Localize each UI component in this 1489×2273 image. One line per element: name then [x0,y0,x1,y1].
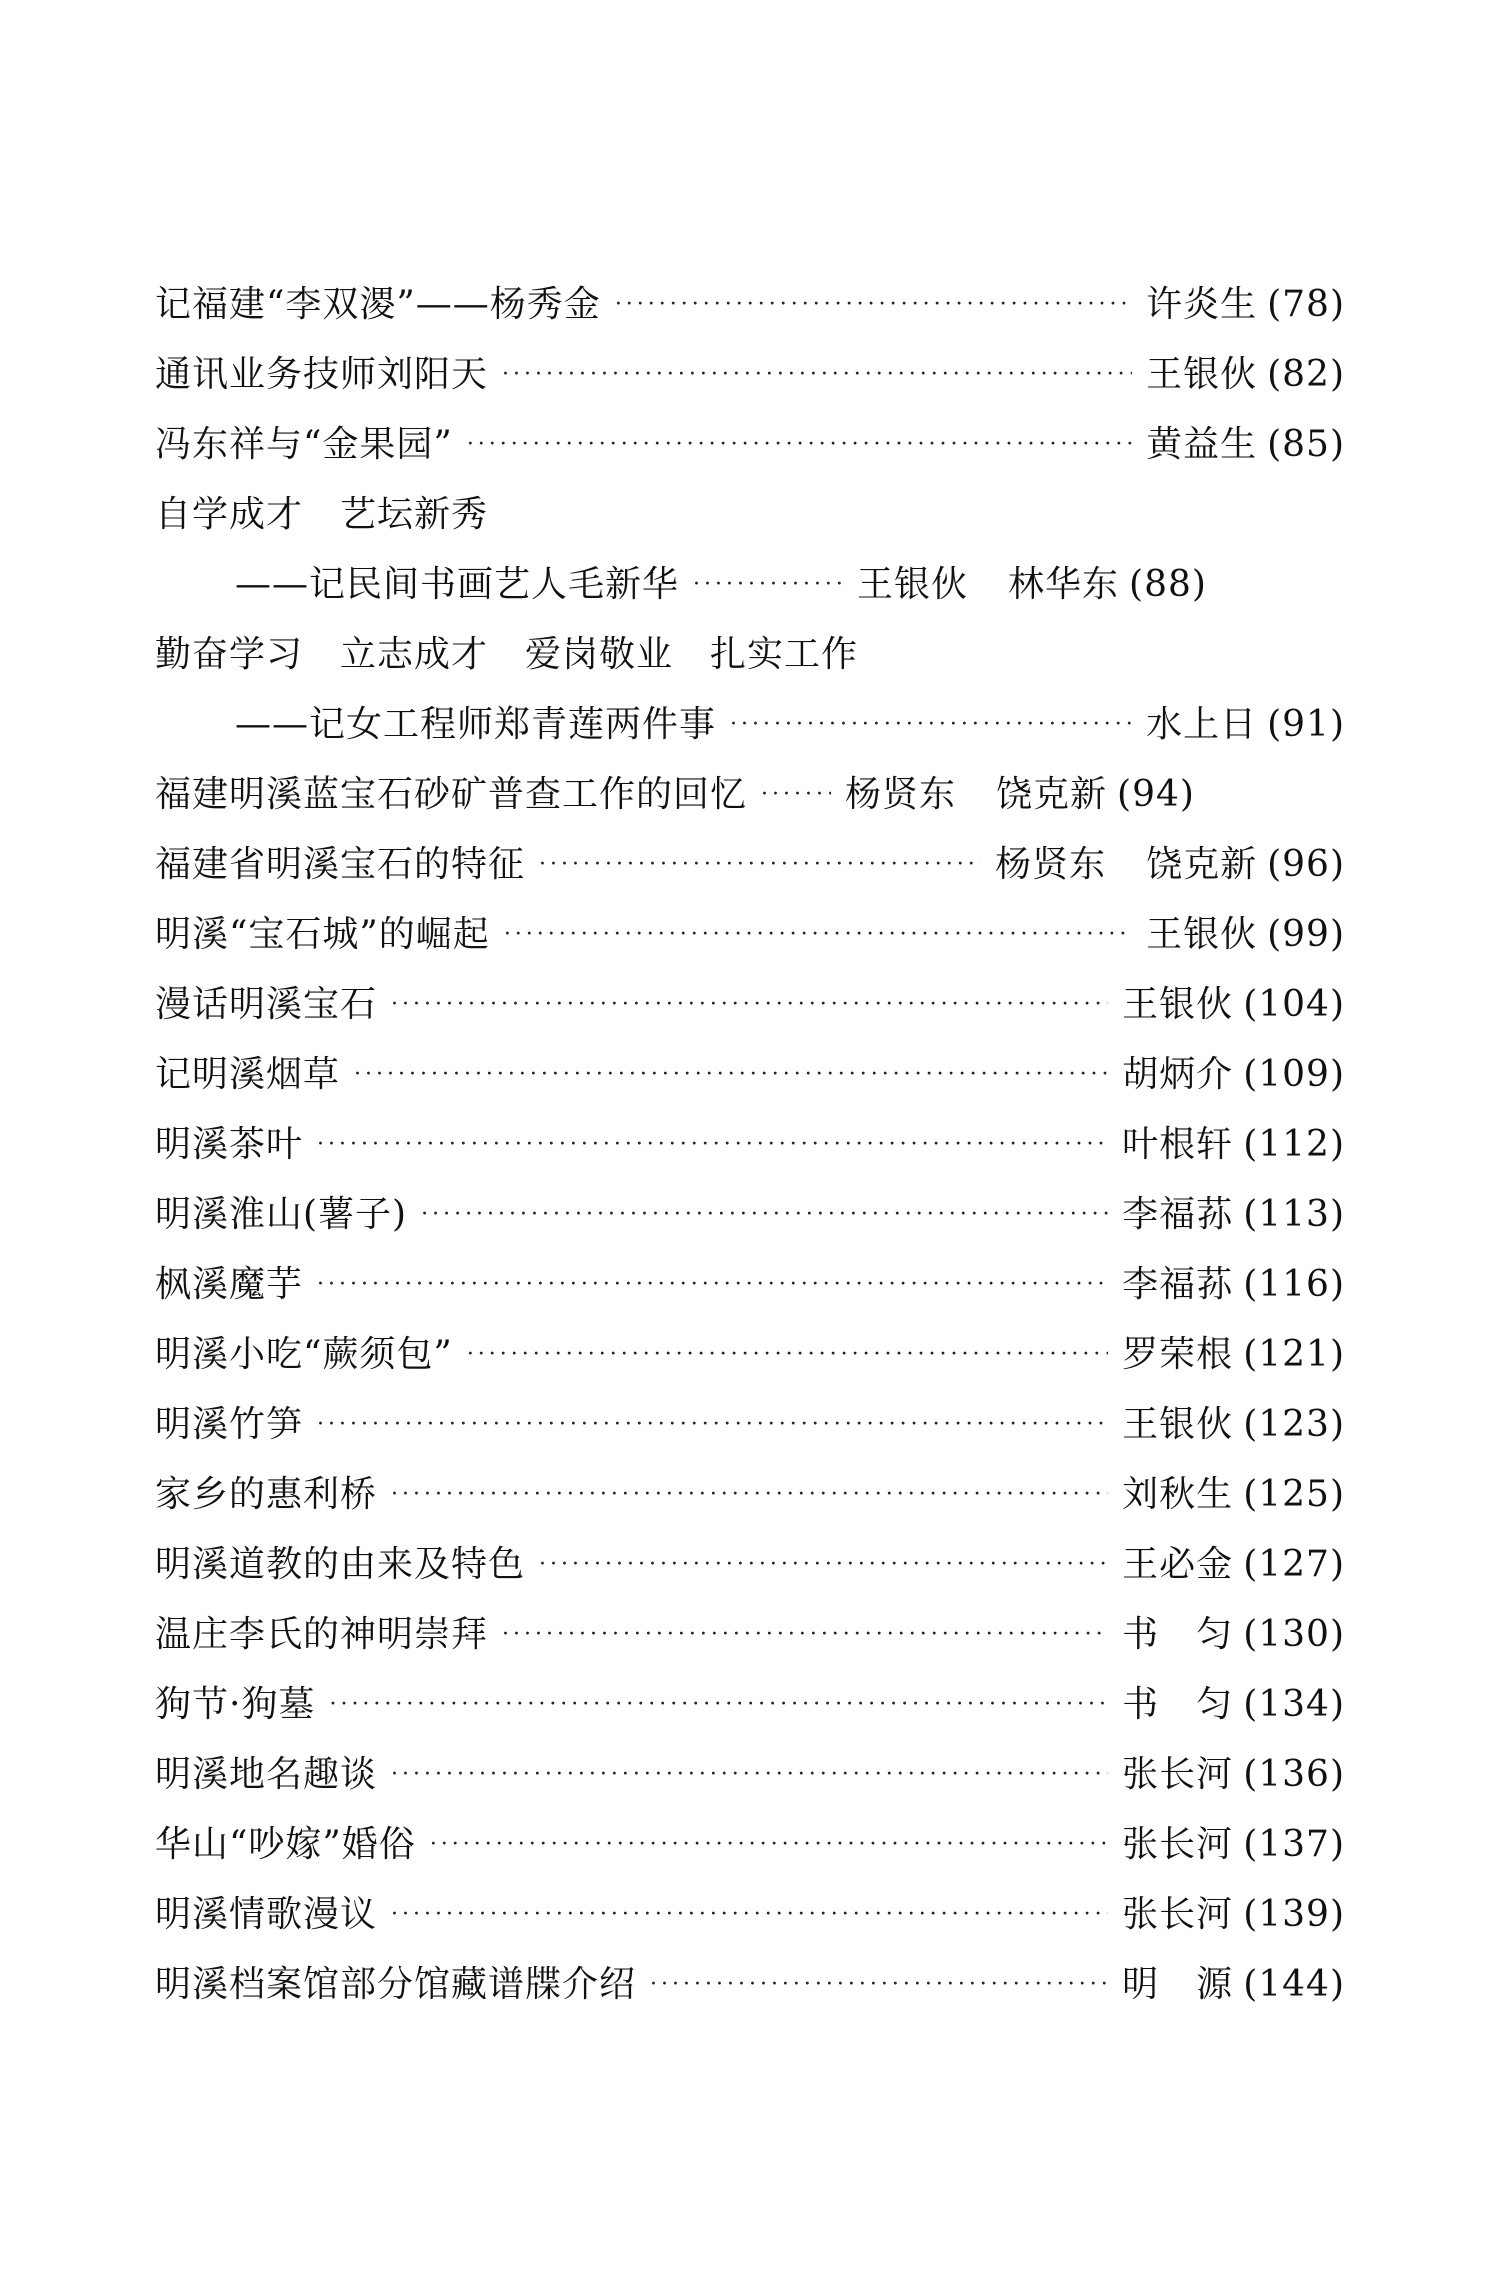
toc-entry [155,1395,1345,1455]
toc-entry [155,1185,1345,1245]
toc-entry [155,1955,1345,2015]
toc-entry [155,345,1345,405]
dot-leader [467,1325,1108,1385]
entry-author: 李福荪 [1122,1194,1234,1235]
entry-page: (127) [1243,1544,1345,1585]
entry-title: 枫溪魔芋 [155,1264,304,1305]
dot-leader [317,1395,1108,1455]
toc-entry [155,555,1345,615]
entry-title: 明溪情歌漫议 [155,1894,378,1935]
toc-entry [155,1535,1345,1595]
dot-leader [730,695,1132,755]
entry-page: (96) [1267,844,1345,885]
dot-leader [650,1955,1108,2015]
dot-leader [329,1675,1108,1735]
entry-author: 书 匀 [1122,1684,1234,1725]
entry-page: (123) [1243,1404,1345,1445]
toc-entry [155,835,1345,895]
dot-leader [502,1605,1108,1665]
entry-author: 张长河 [1122,1894,1234,1935]
entry-page: (134) [1243,1684,1345,1725]
toc-entry [155,1605,1345,1665]
entry-title: 温庄李氏的神明崇拜 [155,1614,489,1655]
toc-entry [155,1885,1345,1945]
entry-title: 冯东祥与“金果园” [155,424,453,465]
entry-author: 罗荣根 [1122,1334,1234,1375]
toc-entry [155,1325,1345,1385]
entry-page: (113) [1243,1194,1345,1235]
entry-title: 自学成才 艺坛新秀 [155,494,489,535]
entry-page: (116) [1243,1264,1345,1305]
entry-author: 叶根轩 [1122,1124,1234,1165]
entry-author: 许炎生 [1146,284,1258,325]
entry-title: 漫话明溪宝石 [155,984,378,1025]
entry-author: 杨贤东 [995,844,1107,885]
toc-entry [155,1045,1345,1105]
entry-title: 福建明溪蓝宝石砂矿普查工作的回忆 [155,774,748,815]
dot-leader [391,1465,1108,1525]
entry-page: (139) [1243,1894,1345,1935]
toc-entry [155,695,1345,755]
dot-leader [502,345,1132,405]
entry-title: 明溪地名趣谈 [155,1754,378,1795]
entry-author: 黄益生 [1146,424,1258,465]
entry-author: 胡炳介 [1122,1054,1234,1095]
toc-entry [155,275,1345,335]
entry-page: (121) [1243,1334,1345,1375]
dot-leader [391,1745,1108,1805]
dot-leader [504,905,1132,965]
entry-title: 通讯业务技师刘阳天 [155,354,489,395]
entry-title: 福建省明溪宝石的特征 [155,844,526,885]
entry-title: 记明溪烟草 [155,1054,341,1095]
toc-entry [155,1815,1345,1875]
dot-leader [539,1535,1108,1595]
entry-page: (109) [1243,1054,1345,1095]
dot-leader [317,1115,1108,1175]
dot-leader [615,275,1132,335]
entry-title: 明溪小吃“蕨须包” [155,1334,453,1375]
entry-author: 王银伙 [1146,914,1258,955]
entry-title: 明溪道教的由来及特色 [155,1544,526,1585]
entry-coauthor: 林华东 [1008,564,1120,605]
entry-author: 水上日 [1146,704,1258,745]
entry-page: (137) [1243,1824,1345,1865]
dot-leader [761,765,831,825]
toc-entry [155,1115,1345,1175]
dot-leader [693,555,843,615]
entry-author: 王银伙 [857,564,969,605]
entry-title: 家乡的惠利桥 [155,1474,378,1515]
entry-subtitle: ——记女工程师郑青莲两件事 [235,704,717,745]
entry-title: 明溪“宝石城”的崛起 [155,914,490,955]
entry-title: 华山“吵嫁”婚俗 [155,1824,416,1865]
toc-entry [155,765,1345,825]
entry-author: 李福荪 [1122,1264,1234,1305]
dot-leader [467,415,1132,475]
entry-title: 狗节·狗墓 [155,1684,316,1725]
entry-author: 明 源 [1122,1964,1234,2005]
entry-author: 书 匀 [1122,1614,1234,1655]
entry-title: 明溪淮山(薯子) [155,1194,408,1235]
entry-author: 张长河 [1122,1754,1234,1795]
dot-leader [391,1885,1108,1945]
dot-leader [317,1255,1108,1315]
entry-page: (144) [1243,1964,1345,2005]
entry-title: 明溪档案馆部分馆藏谱牒介绍 [155,1964,637,2005]
dot-leader [354,1045,1108,1105]
entry-page: (125) [1243,1474,1345,1515]
toc-entry [155,1255,1345,1315]
entry-page: (112) [1243,1124,1345,1165]
dot-leader [421,1185,1108,1245]
entry-coauthor: 饶克新 [1146,844,1258,885]
entry-author: 王银伙 [1122,984,1234,1025]
entry-page: (85) [1267,424,1345,465]
entry-page: (136) [1243,1754,1345,1795]
entry-author: 张长河 [1122,1824,1234,1865]
dot-leader [539,835,981,895]
toc-entry [155,625,1345,685]
entry-page: (78) [1267,284,1345,325]
dot-leader [391,975,1108,1035]
entry-page: (99) [1267,914,1345,955]
toc-entry [155,905,1345,965]
entry-title: 勤奋学习 立志成才 爱岗敬业 扎实工作 [155,634,859,675]
entry-coauthor: 饶克新 [996,774,1108,815]
toc-entry [155,1675,1345,1735]
toc-entry [155,485,1345,545]
entry-page: (88) [1129,564,1207,605]
entry-page: (104) [1243,984,1345,1025]
entry-title: 记福建“李双溭”——杨秀金 [155,284,601,325]
entry-author: 刘秋生 [1122,1474,1234,1515]
entry-author: 王银伙 [1146,354,1258,395]
entry-page: (82) [1267,354,1345,395]
entry-title: 明溪茶叶 [155,1124,304,1165]
toc-entry [155,415,1345,475]
dot-leader [430,1815,1108,1875]
toc-entry [155,975,1345,1035]
entry-page: (91) [1267,704,1345,745]
entry-author: 王银伙 [1122,1404,1234,1445]
entry-subtitle: ——记民间书画艺人毛新华 [235,564,680,605]
entry-author: 杨贤东 [845,774,957,815]
entry-author: 王必金 [1122,1544,1234,1585]
toc-entry [155,1745,1345,1805]
entry-page: (130) [1243,1614,1345,1655]
entry-page: (94) [1117,774,1195,815]
toc-entry [155,1465,1345,1525]
entry-title: 明溪竹笋 [155,1404,304,1445]
